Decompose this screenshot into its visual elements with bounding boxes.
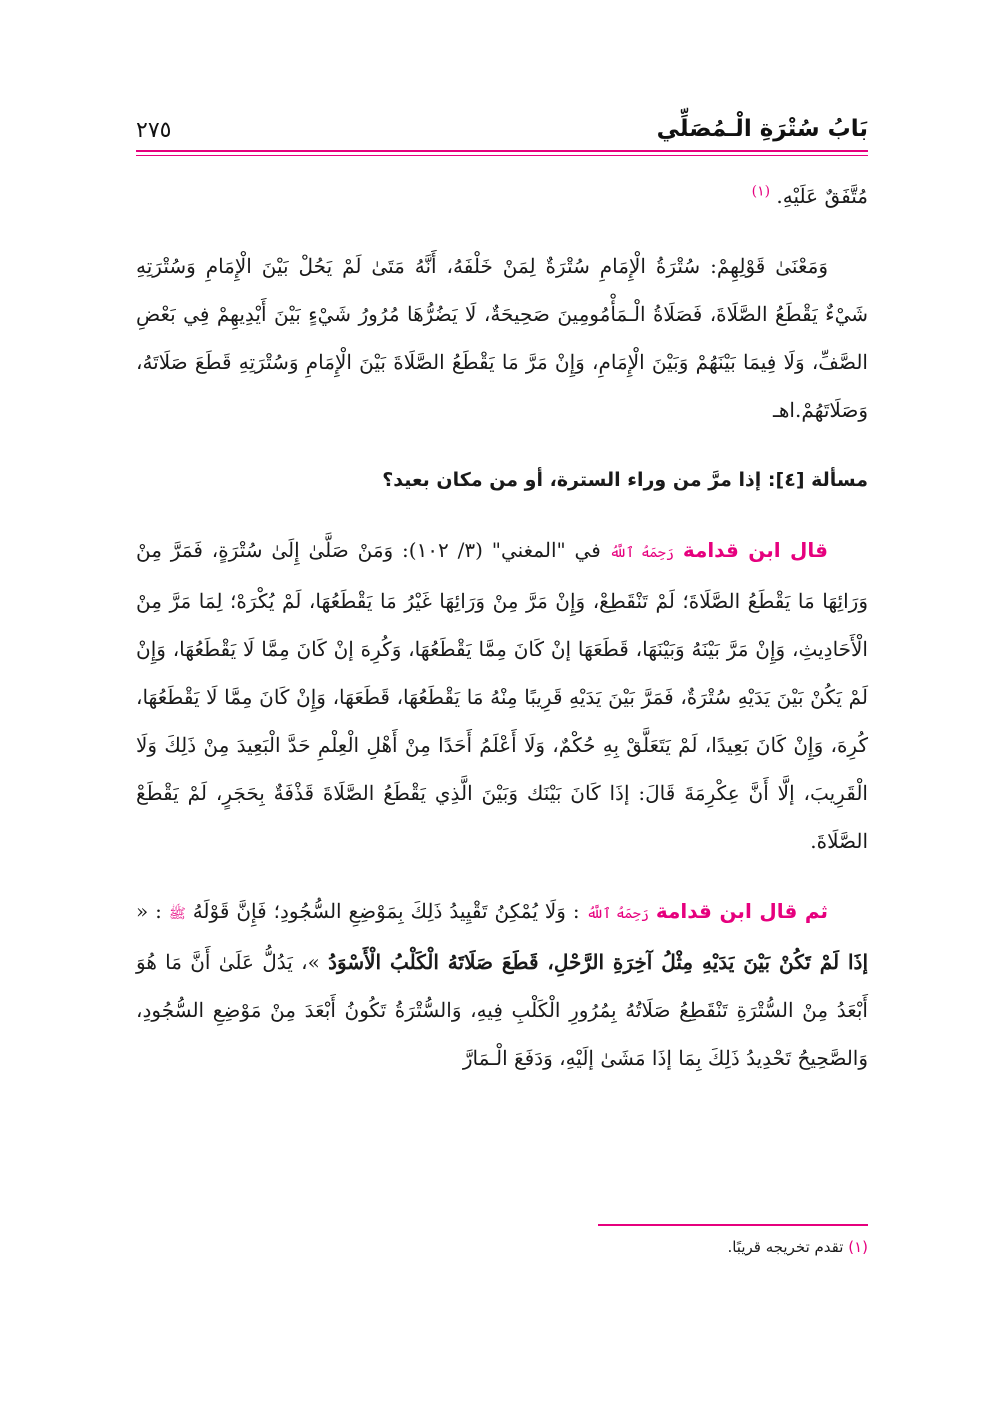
header-rule-thin — [136, 155, 868, 156]
main-text — [136, 172, 868, 1082]
paragraph-ibn-qudama-2 — [136, 887, 868, 1082]
honorific-2: رَحِمَهُ ٱللَّهُ — [586, 906, 649, 922]
honorific: رَحِمَهُ ٱللَّهُ — [609, 545, 674, 561]
hadith-quote: إذَا لَمْ تَكُنْ بَيْنَ يَدَيْهِ مِثْلُ آخِرَةِ الرَّحْلِ، قَطَعَ صَلَاتَهُ الْكَلْبُ الْأَسْوَدُ — [328, 950, 868, 974]
speaker-label-2: ثم قال ابن قدامة — [655, 899, 829, 923]
quote-text-c: »، يَدُلُّ عَلَىٰ أَنَّ مَا هُوَ أَبْعَدُ مِنْ السُّتْرَةِ تَنْقَطِعُ صَلَاتُهُ بِمُرُورِ الْكَلْبِ فِيهِ، وَالسُّتْرَةُ تَكُونُ أَبْعَدَ مِنْ مَوْضِعِ السُّجُودِ، وَالصَّحِيحُ تَحْدِيدُ ذَلِكَ بِمَا إذَا مَشَىٰ إلَيْهِ، وَدَفَعَ الْـمَارَّ — [136, 950, 868, 1070]
footnote-number: (١) — [848, 1238, 868, 1256]
prophet-honorific: ﷺ — [168, 906, 186, 922]
quote-text: في "المغني" (٣/ ١٠٢): وَمَنْ صَلَّىٰ إِلَىٰ سُتْرَةٍ، فَمَرَّ مِنْ وَرَائِهَا مَا يَقْطَعُ الصَّلَاةَ؛ لَمْ تَنْقَطِعْ، وَإِنْ مَرَّ مِنْ وَرَائِهَا غَيْرُ مَا يَقْطَعُهَا، لَمْ يُكْرَهْ؛ لِمَا مَرَّ مِنْ الْأَحَادِيثِ، وَإِنْ مَرَّ بَيْنَهُ وَبَيْنَهَا، قَطَعَهَا إنْ كَانَ مِمَّا يَقْطَعُهَا، وَكُرِهَ إنْ كَانَ مِمَّا لَا يَقْطَعُهَا، وَإِنْ لَمْ يَكُنْ بَيْنَ يَدَيْهِ سُتْرَةٌ، فَمَرَّ بَيْنَ يَدَيْهِ قَرِيبًا مِنْهُ مَا يَقْطَعُهَا، قَطَعَهَا، وَإِنْ كَانَ مِمَّا لَا يَقْطَعُهَا، كُرِهَ، وَإِنْ كَانَ بَعِيدًا، لَمْ يَتَعَلَّقْ بِهِ حُكْمٌ، وَلَا أَعْلَمُ أَحَدًا مِنْ أَهْلِ الْعِلْمِ حَدَّ الْبَعِيدَ مِنْ ذَلِكَ وَلَا الْقَرِيبَ، إلَّا أَنَّ عِكْرِمَةَ قَالَ: إذَا كَانَ بَيْنَك وَبَيْنَ الَّذِي يَقْطَعُ الصَّلَاةَ قَذْفَةٌ بِحَجَرٍ، لَمْ يَقْطَعْ الصَّلَاةَ. — [136, 538, 868, 853]
paragraph-agreed — [136, 172, 868, 220]
footnote — [136, 1238, 868, 1256]
page-number: ٢٧٥ — [136, 118, 172, 143]
paragraph-explanation: وَمَعْنَىٰ قَوْلِهِمْ: سُتْرَةُ الْإِمَامِ سُتْرَةٌ لِمَنْ خَلْفَهُ، أَنَّهُ مَتَىٰ لَمْ يَحُلْ بَيْنَ الْإِمَامِ وَسُتْرَتِهِ شَيْءٌ يَقْطَعُ الصَّلَاةَ، فَصَلَاةُ الْـمَأْمُومِينَ صَحِيحَةٌ، لَا يَضُرُّهَا مُرُورُ شَيْءٍ بَيْنَ أَيْدِيهِمْ فِي بَعْضِ الصَّفِّ، وَلَا فِيمَا بَيْنَهُمْ وَبَيْنَ الْإِمَامِ، وَإِنْ مَرَّ مَا يَقْطَعُ الصَّلَاةَ بَيْنَ الْإِمَامِ وَسُتْرَتِهِ قَطَعَ صَلَاتَهُ، وَصَلَاتَهُمْ.اهـ — [136, 254, 868, 422]
speaker-label: قال ابن قدامة — [682, 538, 829, 562]
agreed-text: مُتَّفَقٌ عَلَيْهِ. — [776, 184, 868, 208]
paragraph-ibn-qudama — [136, 526, 868, 865]
question-label: مسألة [٤]: — [767, 469, 868, 491]
question-heading — [136, 456, 868, 504]
footnote-text: تقدم تخريجه قريبًا. — [727, 1238, 844, 1256]
quote-text-b: : « — [136, 899, 162, 923]
footnote-rule — [598, 1224, 868, 1226]
footnote-ref[interactable]: (١) — [751, 183, 771, 200]
page — [136, 100, 868, 1300]
question-text: إذا مرَّ من وراء السترة، أو من مكان بعيد؟ — [382, 469, 762, 491]
chapter-title: بَابُ سُتْرَةِ الْـمُصَلِّي — [656, 116, 868, 142]
quote-text-a: : وَلَا يُمْكِنُ تَقْيِيدُ ذَلِكَ بِمَوْضِعِ السُّجُودِ؛ فَإِنَّ قَوْلَهُ — [185, 899, 580, 923]
header-rule — [136, 150, 868, 152]
